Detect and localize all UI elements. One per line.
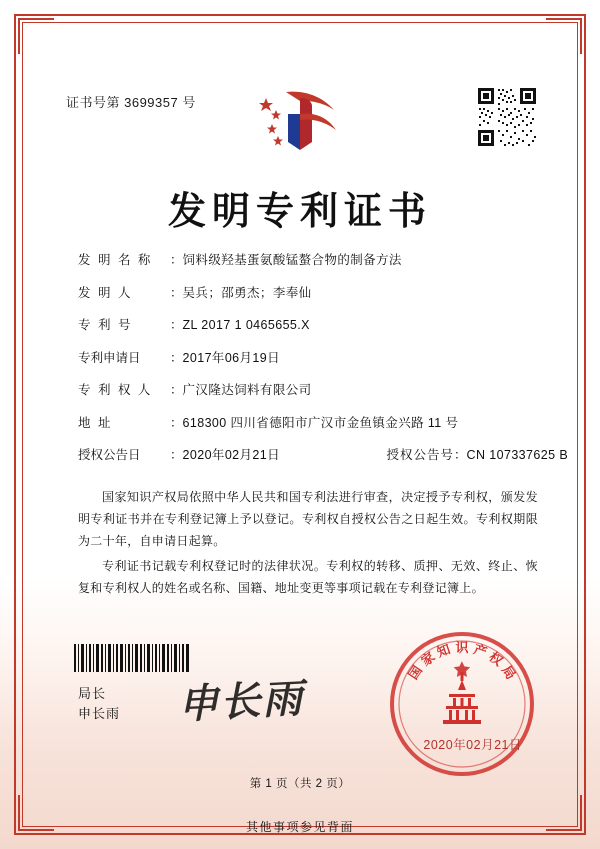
page-title: 发明专利证书 bbox=[167, 188, 432, 233]
field-colon: ： bbox=[170, 383, 183, 397]
field-value: 吴兵；邵勇杰；李奉仙 bbox=[182, 285, 312, 300]
field-label: 专 利 号 bbox=[78, 318, 133, 332]
field-row-patentee bbox=[78, 380, 540, 398]
barcode-icon bbox=[74, 644, 190, 672]
field-label: 发 明 名 称 bbox=[78, 253, 153, 267]
field-colon: ： bbox=[170, 318, 183, 332]
field-value: 2017年06月19日 bbox=[182, 350, 281, 365]
seal-date: 2020年02月21日 bbox=[423, 738, 522, 752]
legal-paragraph-2: 专利证书记载专利权登记时的法律状况。专利权的转移、质押、无效、终止、恢复和专利权人的姓名或名称、国籍、地址变更等事项记载在专利登记簿上。 bbox=[78, 558, 538, 595]
signatory-name: 申长雨 bbox=[78, 705, 121, 721]
field-label: 授权公告日 bbox=[78, 448, 141, 462]
field-label: 专 利 权 人 bbox=[78, 383, 153, 397]
field-label: 地 址 bbox=[78, 415, 113, 430]
handwritten-signature: 申长雨 bbox=[177, 674, 306, 729]
field-sub-colon: ： bbox=[454, 448, 467, 462]
svg-text:识: 识 bbox=[455, 641, 469, 656]
field-value: 2020年02月21日 bbox=[182, 448, 281, 462]
svg-text:家: 家 bbox=[418, 649, 439, 670]
field-row-grant-announcement bbox=[78, 445, 569, 463]
field-sub-label: 授权公告号 bbox=[386, 448, 455, 462]
certificate-number: 证书号第 3699357 号 bbox=[66, 95, 196, 110]
official-red-seal-icon bbox=[386, 628, 538, 780]
svg-text:知: 知 bbox=[435, 642, 453, 661]
field-colon: ： bbox=[170, 285, 183, 300]
footer-note: 其他事项参见背面 bbox=[245, 820, 354, 834]
legal-text bbox=[78, 486, 538, 601]
field-row-address bbox=[78, 413, 540, 431]
qr-code-icon bbox=[476, 86, 538, 148]
field-value: 618300 四川省德阳市广汉市金鱼镇金兴路 11 号 bbox=[182, 415, 459, 430]
field-label: 发 明 人 bbox=[78, 285, 133, 300]
corner-ornament-top-left bbox=[18, 18, 54, 54]
field-row-patent-number bbox=[78, 315, 540, 333]
svg-text:局: 局 bbox=[498, 663, 518, 683]
field-value: ZL 2017 1 0465655.X bbox=[182, 318, 310, 332]
corner-ornament-top-right bbox=[546, 18, 582, 54]
signatory-role: 局长 bbox=[78, 686, 107, 701]
field-list bbox=[78, 250, 569, 478]
signatory-block bbox=[78, 684, 120, 723]
legal-paragraph-1: 国家知识产权局依照中华人民共和国专利法进行审查，决定授予专利权，颁发发明专利证书并在专利登记簿上予以登记。专利权自授权公告之日起生效。专利权期限为二十年，自申请日起算。 bbox=[78, 490, 538, 549]
svg-text:国: 国 bbox=[406, 663, 426, 683]
field-row-application-date bbox=[78, 348, 540, 366]
field-row-invention-name bbox=[78, 250, 540, 268]
field-row-inventor bbox=[78, 283, 540, 301]
field-sub-value: CN 107337625 B bbox=[466, 448, 569, 462]
page-number: 第 1 页（共 2 页） bbox=[249, 778, 351, 790]
field-colon: ： bbox=[170, 448, 183, 462]
field-colon: ： bbox=[170, 350, 183, 365]
cnipa-logo-icon bbox=[256, 84, 344, 160]
svg-text:权: 权 bbox=[485, 649, 506, 670]
field-colon: ： bbox=[170, 253, 183, 267]
field-colon: ： bbox=[170, 415, 183, 430]
field-value: 饲料级羟基蛋氨酸锰螯合物的制备方法 bbox=[182, 253, 402, 267]
svg-text:产: 产 bbox=[471, 642, 489, 661]
field-label: 专利申请日 bbox=[78, 350, 141, 365]
field-value: 广汉隆达饲料有限公司 bbox=[182, 383, 312, 397]
